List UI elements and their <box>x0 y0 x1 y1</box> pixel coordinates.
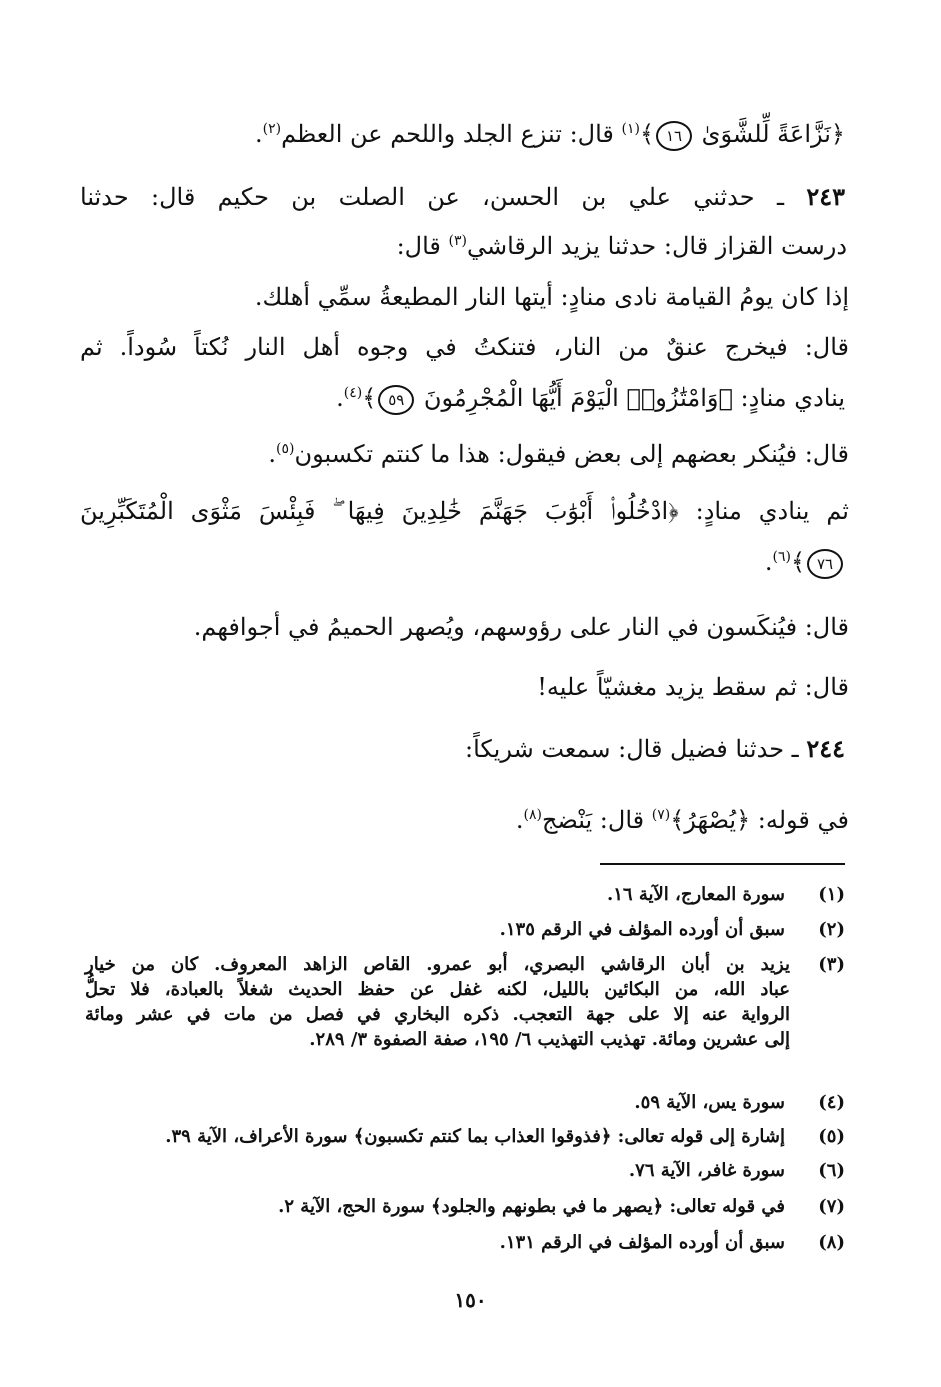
text-span: . <box>515 806 524 834</box>
footnote-number: (٧) <box>818 1196 845 1217</box>
footnote-ref: (٣) <box>448 233 467 249</box>
text-line-12 <box>80 732 845 766</box>
footnote-ref: (١) <box>621 121 640 137</box>
text-span: قال: فيخرج عنقٌ من النار، فتنكتُ في وجوه أهل النار نُكتاً سُوداً. ثم <box>80 333 849 361</box>
footnote-text: إشارة إلى قوله تعالى: ﴿فذوقوا العذاب بما كنتم تكسبون﴾ سورة الأعراف، الآية ٣٩. <box>165 1126 785 1147</box>
footnote-separator <box>600 863 845 865</box>
footnote-7 <box>100 1194 845 1219</box>
text-span: قال: فيُنكر بعضهم إلى بعض فيقول: هذا ما كنتم تكسبون <box>294 440 849 468</box>
text-span: قال: <box>396 232 449 260</box>
footnote-ref: (٦) <box>772 549 791 565</box>
text-line-7 <box>80 432 849 471</box>
text-line-11 <box>80 670 849 704</box>
footnote-5 <box>100 1124 845 1149</box>
footnote-text: عباد الله، من البكائين بالليل، لكنه غفل عن حفظ الحديث شغلاً بالعبادة، فلا تحلُّ <box>85 979 790 1000</box>
footnote-3 <box>85 952 845 1052</box>
quote-close: ﴾ <box>639 120 655 148</box>
footnote-text: سورة المعارج، الآية ١٦. <box>606 884 785 905</box>
footnote-ref: (٢) <box>262 121 282 137</box>
text-span: درست القزاز قال: حدثنا يزيد الرقاشي <box>466 232 847 260</box>
footnote-text: إلى عشرين ومائة. تهذيب التهذيب ٦/ ١٩٥، صفة الصفوة ٣/ ٢٨٩. <box>309 1029 790 1050</box>
text-line-3 <box>80 224 847 263</box>
text-line-10 <box>80 610 849 644</box>
footnote-number: (٤) <box>818 1092 845 1113</box>
quran-quote: ثم ينادي منادٍ: ﴿ادْخُلُوا۟ أَبْوَٰبَ جَهَنَّمَ خَٰلِدِينَ فِيهَا ۖ فَبِئْسَ مَثْوَى الْمُتَكَبِّرِينَ <box>80 497 849 525</box>
footnote-ref: (٥) <box>276 441 295 457</box>
quran-quote: في قوله: ﴿يُصْهَرُ﴾ <box>670 806 849 834</box>
ayah-number-marker: ١٦ <box>656 121 692 151</box>
footnote-number: (٢) <box>818 919 845 940</box>
text-span: . <box>268 440 276 468</box>
hadith-number: ٢٤٤ <box>806 734 845 763</box>
footnote-6 <box>100 1158 845 1183</box>
text-line-2 <box>80 180 845 214</box>
footnote-4 <box>100 1090 845 1115</box>
footnote-ref: (٧) <box>651 807 671 823</box>
text-line-4 <box>80 280 849 314</box>
footnote-number: (٥) <box>818 1126 845 1147</box>
text-span: قال: يَنْضج <box>541 806 652 834</box>
text-line-5 <box>80 330 849 364</box>
text-span: . <box>255 120 263 148</box>
text-span: إذا كان يومُ القيامة نادى منادٍ: أيتها النار المطيعةُ سمِّي أهلك. <box>254 283 849 311</box>
footnote-text: سبق أن أورده المؤلف في الرقم ١٣١. <box>499 1232 785 1253</box>
footnote-number: (٦) <box>818 1160 845 1181</box>
quran-quote: ﴿نَزَّاعَةً لِّلشَّوَىٰ <box>694 120 845 148</box>
footnote-2 <box>100 917 845 942</box>
text-span: قال: تنزع الجلد واللحم عن العظم <box>281 120 622 148</box>
footnote-8 <box>100 1230 845 1255</box>
text-span: ـ حدثنا فضيل قال: سمعت شريكاً: <box>465 735 807 763</box>
text-span: ـ حدثني علي بن الحسن، عن الصلت بن حكيم قال: حدثنا <box>80 183 807 211</box>
hadith-number: ٢٤٣ <box>806 182 845 211</box>
footnote-text: يزيد بن أبان الرقاشي البصري، أبو عمرو. القاص الزاهد المعروف. كان من خيار <box>85 954 790 975</box>
text-span: . <box>764 548 773 576</box>
footnote-text: الرواية عنه إلا على جهة التعجب. ذكره البخاري في فصل من مات في عشر ومائة <box>85 1004 790 1025</box>
footnote-number: (١) <box>818 884 845 905</box>
text-line-9 <box>80 540 845 579</box>
footnote-ref: (٤) <box>343 385 363 401</box>
footnote-text: سورة غافر، الآية ٧٦. <box>628 1160 785 1181</box>
footnote-text: سورة يس، الآية ٥٩. <box>634 1092 785 1113</box>
footnote-number: (٨) <box>818 1232 845 1253</box>
text-line-8 <box>80 494 849 528</box>
text-line-6 <box>80 376 845 415</box>
text-span: قال: فيُنكَسون في النار على رؤوسهم، ويُصهر الحميمُ في أجوافهم. <box>193 613 849 641</box>
quote-close: ﴾ <box>362 384 377 412</box>
footnote-1 <box>100 882 845 907</box>
quran-quote: ينادي منادٍ: ﴿وَامْتَٰزُوا۟ الْيَوْمَ أَيُّهَا الْمُجْرِمُونَ <box>416 384 845 412</box>
ayah-number-marker: ٧٦ <box>807 549 843 579</box>
text-line-1 <box>80 112 845 151</box>
footnote-ref: (٨) <box>523 807 542 823</box>
text-span: قال: ثم سقط يزيد مغشيّاً عليه! <box>537 673 849 701</box>
text-line-13 <box>80 798 849 837</box>
text-span: . <box>336 384 344 412</box>
footnote-text: سبق أن أورده المؤلف في الرقم ١٣٥. <box>499 919 785 940</box>
quote-close: ﴾ <box>790 548 805 576</box>
ayah-number-marker: ٥٩ <box>378 385 414 415</box>
footnote-number: (٣) <box>818 954 845 975</box>
page-number: ١٥٠ <box>454 1288 487 1312</box>
footnote-text: في قوله تعالى: ﴿يصهر ما في بطونهم والجلود﴾ سورة الحج، الآية ٢. <box>278 1196 785 1217</box>
